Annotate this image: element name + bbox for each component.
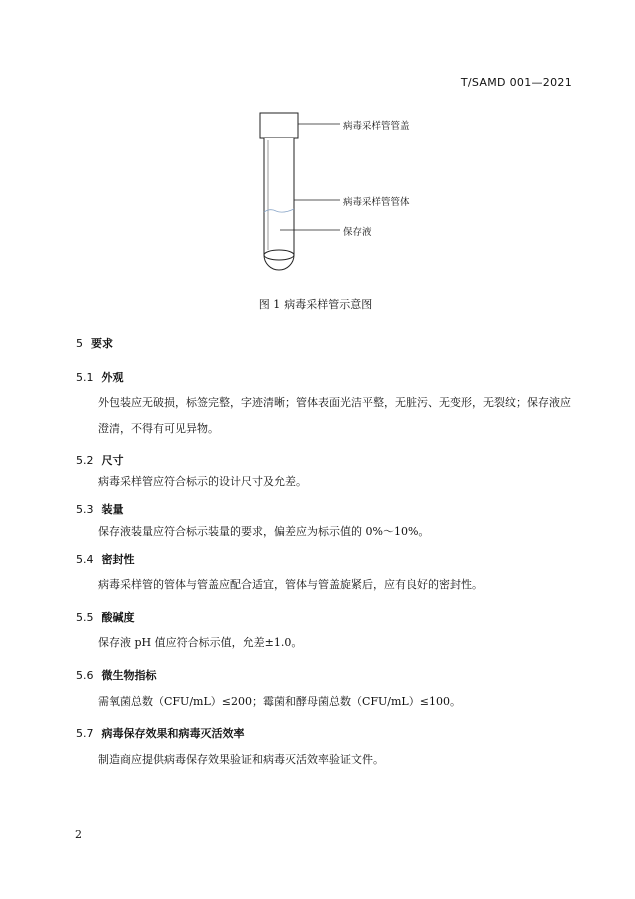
section-5-heading [76,335,113,351]
section-title: 要求 [91,337,113,350]
section-5-5-heading [76,609,135,625]
section-5-6-text: 需氧菌总数（CFU/mL）≤200；霉菌和酵母菌总数（CFU/mL）≤100。 [98,695,461,708]
section-5-3-heading [76,501,124,517]
section-title: 尺寸 [101,454,124,467]
section-5-3-text: 保存液装量应符合标示装量的要求，偏差应为标示值的 0%～10%。 [98,525,430,538]
section-5-2-text: 病毒采样管应符合标示的设计尺寸及允差。 [98,475,307,488]
section-number: 5.7 [76,727,94,740]
section-title: 病毒保存效果和病毒灭活效率 [101,727,245,740]
section-5-4-heading [76,551,135,567]
section-number: 5.2 [76,454,94,467]
section-5-5-text: 保存液 pH 值应符合标示值，允差±1.0。 [98,636,303,649]
section-5-1-heading [76,369,124,385]
page-number: 2 [75,828,82,841]
figure-caption-text: 病毒采样管示意图 [284,298,373,311]
section-5-6-heading [76,667,157,683]
sampling-tube-diagram [0,0,635,300]
figure-caption-number: 图 1 [258,298,281,311]
section-title: 外观 [101,371,124,384]
section-number: 5.1 [76,371,94,384]
section-number: 5.3 [76,503,94,516]
section-number: 5.4 [76,553,94,566]
section-5-7-heading [76,725,245,741]
section-number: 5 [76,337,83,350]
section-title: 密封性 [101,553,135,566]
sampling-tube-figure [0,0,635,300]
section-number: 5.5 [76,611,94,624]
label-tube-body: 病毒采样管管体 [343,197,410,208]
section-title: 装量 [101,503,124,516]
section-number: 5.6 [76,669,94,682]
section-5-4-text: 病毒采样管的管体与管盖应配合适宜，管体与管盖旋紧后，应有良好的密封性。 [98,578,483,591]
section-title: 微生物指标 [101,669,157,682]
figure-caption [0,296,635,312]
section-5-1-text: 外包装应无破损，标签完整，字迹清晰；管体表面光洁平整，无脏污、无变形，无裂纹；保存液应澄清，不得有可见异物。 [98,396,571,435]
section-5-7-text: 制造商应提供病毒保存效果验证和病毒灭活效率验证文件。 [98,753,384,766]
tube-cap [260,113,298,138]
label-tube-cap: 病毒采样管管盖 [343,121,410,132]
section-5-2-heading [76,452,124,468]
section-title: 酸碱度 [101,611,135,624]
label-preservation-liquid: 保存液 [343,227,372,238]
page-header-code: T/SAMD 001—2021 [460,76,572,89]
